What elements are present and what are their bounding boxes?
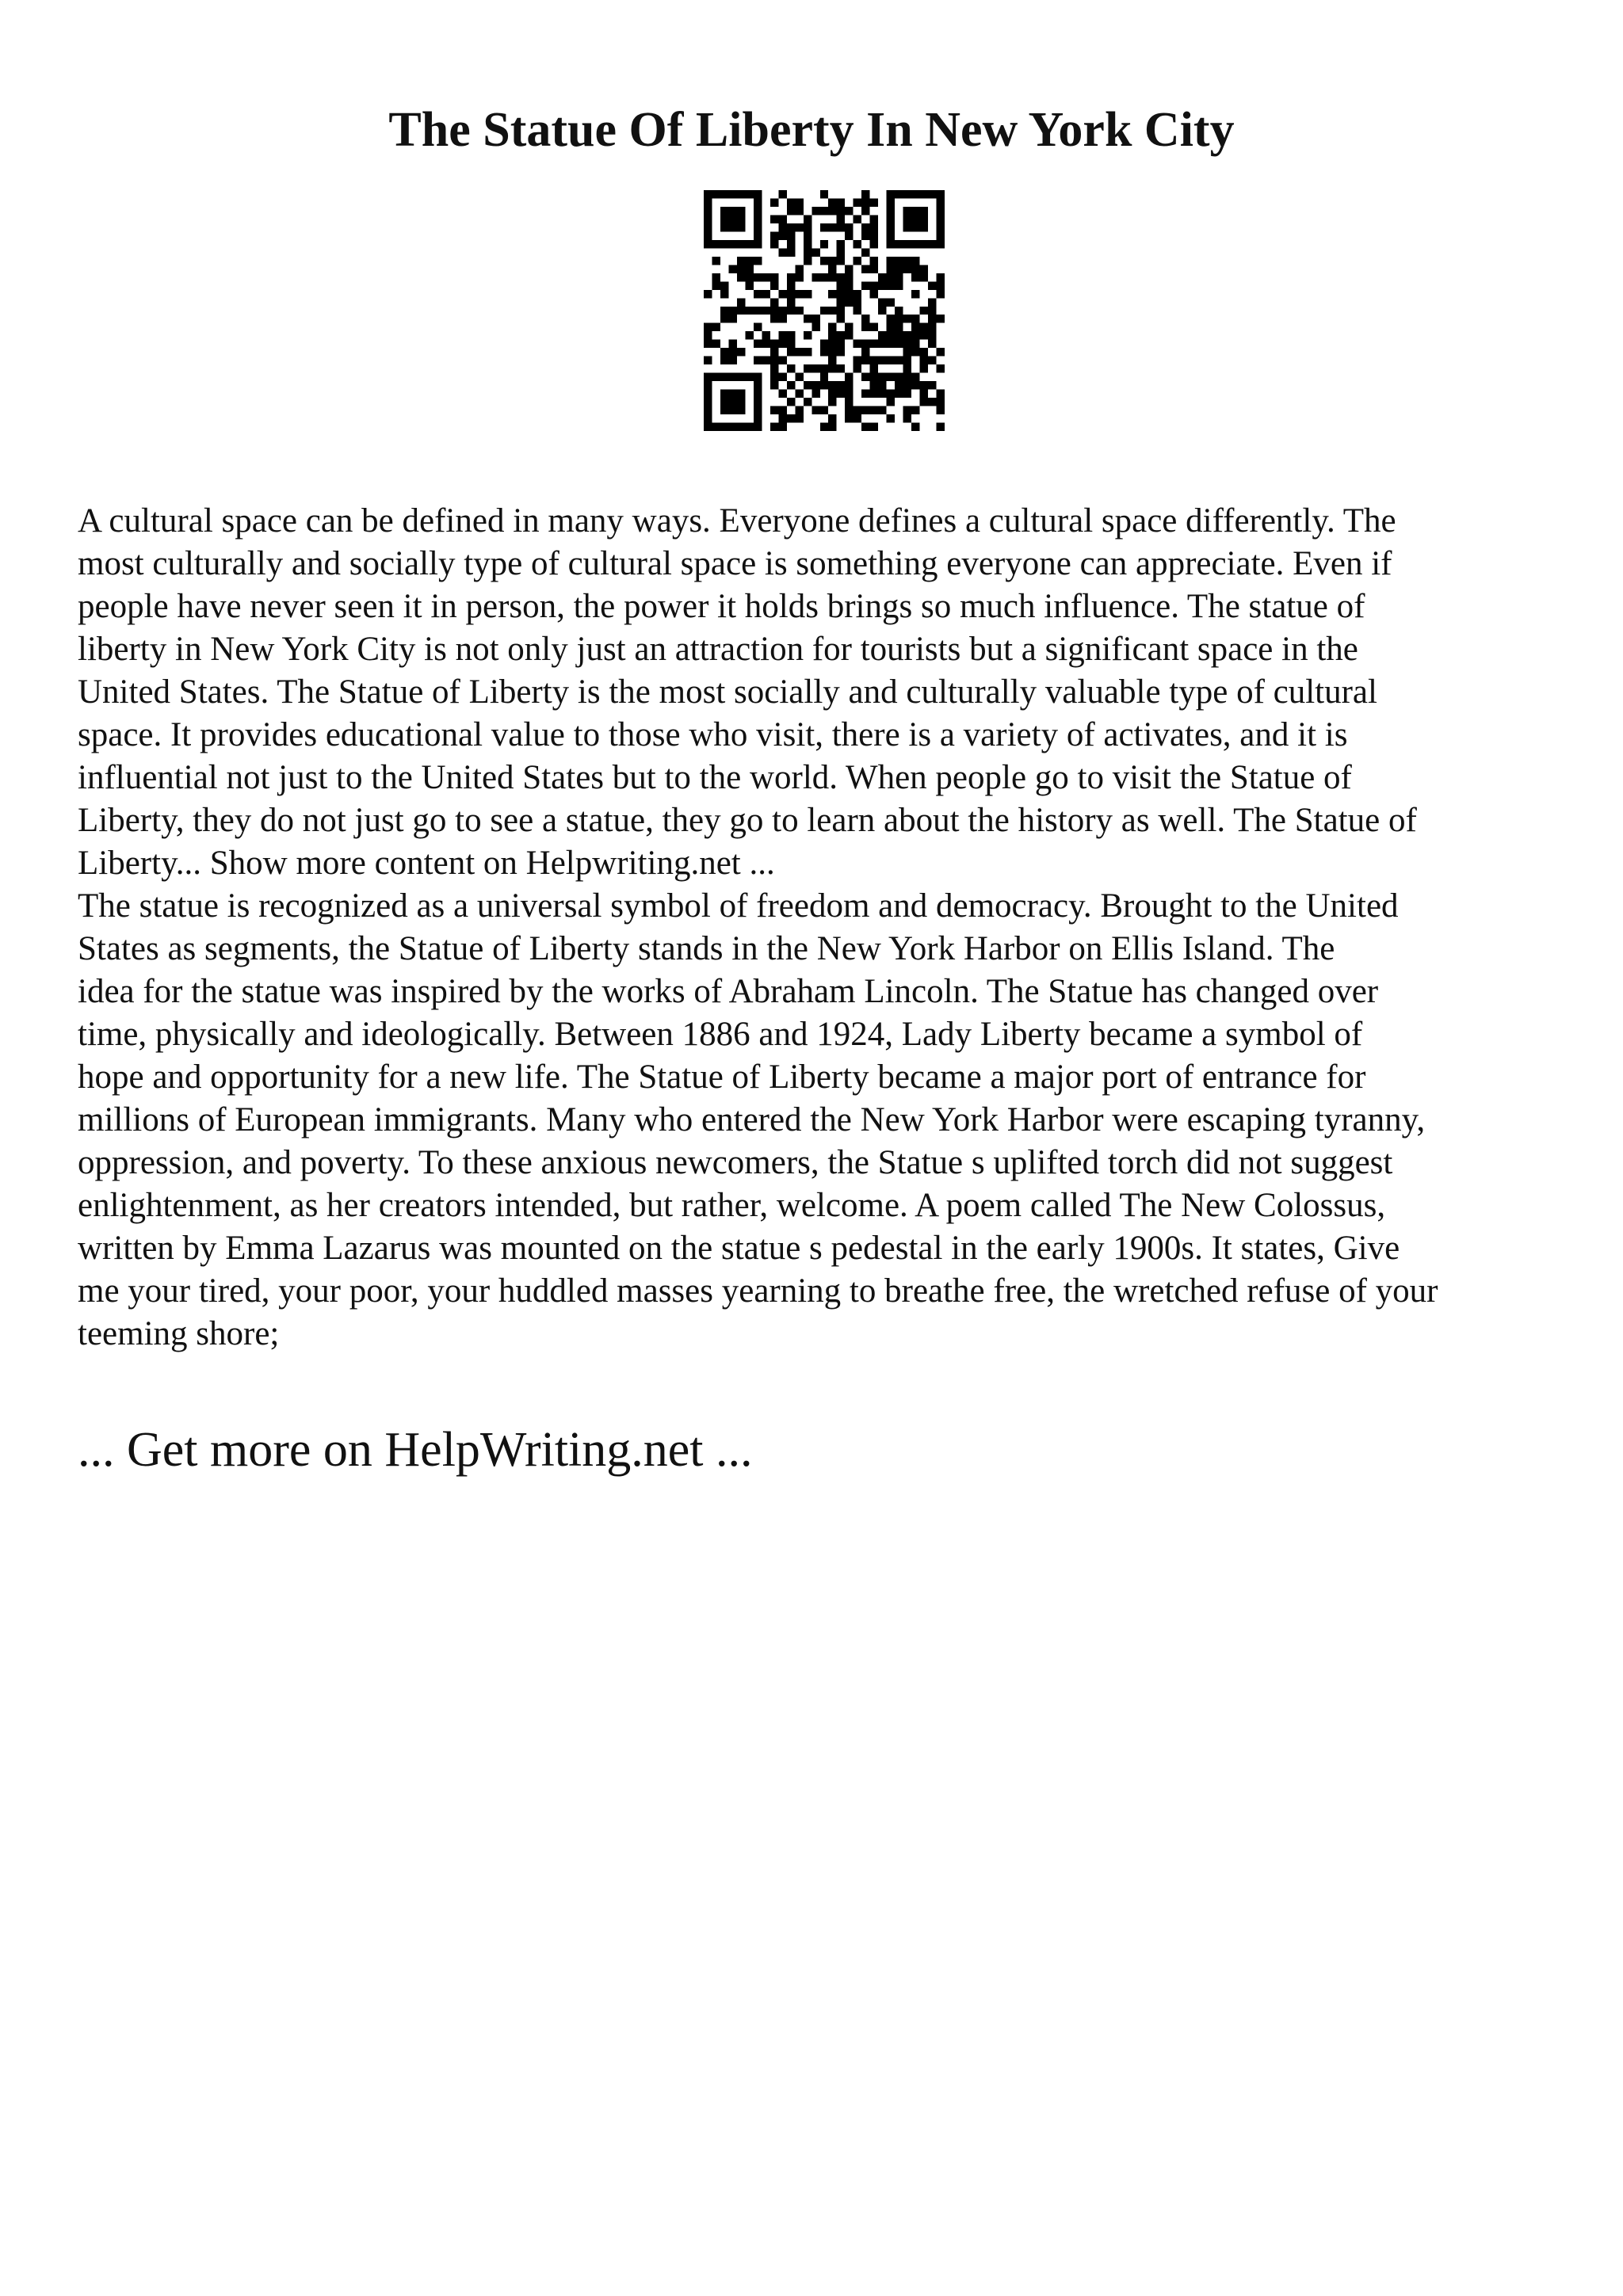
body-line: A cultural space can be defined in many ways. Everyone defines a cultural space differently. The: [78, 502, 1396, 540]
body-line: liberty in New York City is not only just an attraction for tourists but a significant space in the: [78, 631, 1358, 668]
body-line: oppression, and poverty. To these anxious newcomers, the Statue s uplifted torch did not suggest: [78, 1144, 1393, 1181]
body-line: Liberty... Show more content on Helpwriting.net ...: [78, 845, 775, 882]
get-more-link[interactable]: ... Get more on HelpWriting.net ...: [78, 1423, 753, 1477]
body-line: enlightenment, as her creators intended, but rather, welcome. A poem called The New Colossus,: [78, 1187, 1386, 1224]
body-line: most culturally and socially type of cultural space is something everyone can appreciate. Even if: [78, 545, 1392, 582]
body-line: influential not just to the United States but to the world. When people go to visit the Statue of: [78, 759, 1352, 796]
body-line: idea for the statue was inspired by the works of Abraham Lincoln. The Statue has changed over: [78, 973, 1379, 1010]
body-line: hope and opportunity for a new life. The Statue of Liberty became a major port of entrance for: [78, 1058, 1366, 1096]
body-line: millions of European immigrants. Many who entered the New York Harbor were escaping tyranny,: [78, 1101, 1426, 1138]
body-line: people have never seen it in person, the power it holds brings so much influence. The statue of: [78, 588, 1365, 625]
body-line: The statue is recognized as a universal symbol of freedom and democracy. Brought to the United: [78, 887, 1399, 925]
body-line: teeming shore;: [78, 1315, 280, 1352]
body-line: States as segments, the Statue of Liberty stands in the New York Harbor on Ellis Island. The: [78, 930, 1335, 967]
body-line: written by Emma Lazarus was mounted on the statue s pedestal in the early 1900s. It states, Give: [78, 1230, 1400, 1267]
body-line: Liberty, they do not just go to see a statue, they go to learn about the history as well. The Statue of: [78, 802, 1417, 839]
qr-code-icon: [704, 190, 945, 431]
body-line: United States. The Statue of Liberty is the most socially and culturally valuable type of cultural: [78, 673, 1377, 711]
document-title: The Statue Of Liberty In New York City: [388, 103, 1235, 157]
document-body: [78, 500, 1568, 1356]
body-line: space. It provides educational value to those who visit, there is a variety of activates, and it is: [78, 716, 1348, 753]
body-line: me your tired, your poor, your huddled masses yearning to breathe free, the wretched refuse of your: [78, 1272, 1438, 1310]
body-line: time, physically and ideologically. Between 1886 and 1924, Lady Liberty became a symbol of: [78, 1016, 1363, 1053]
